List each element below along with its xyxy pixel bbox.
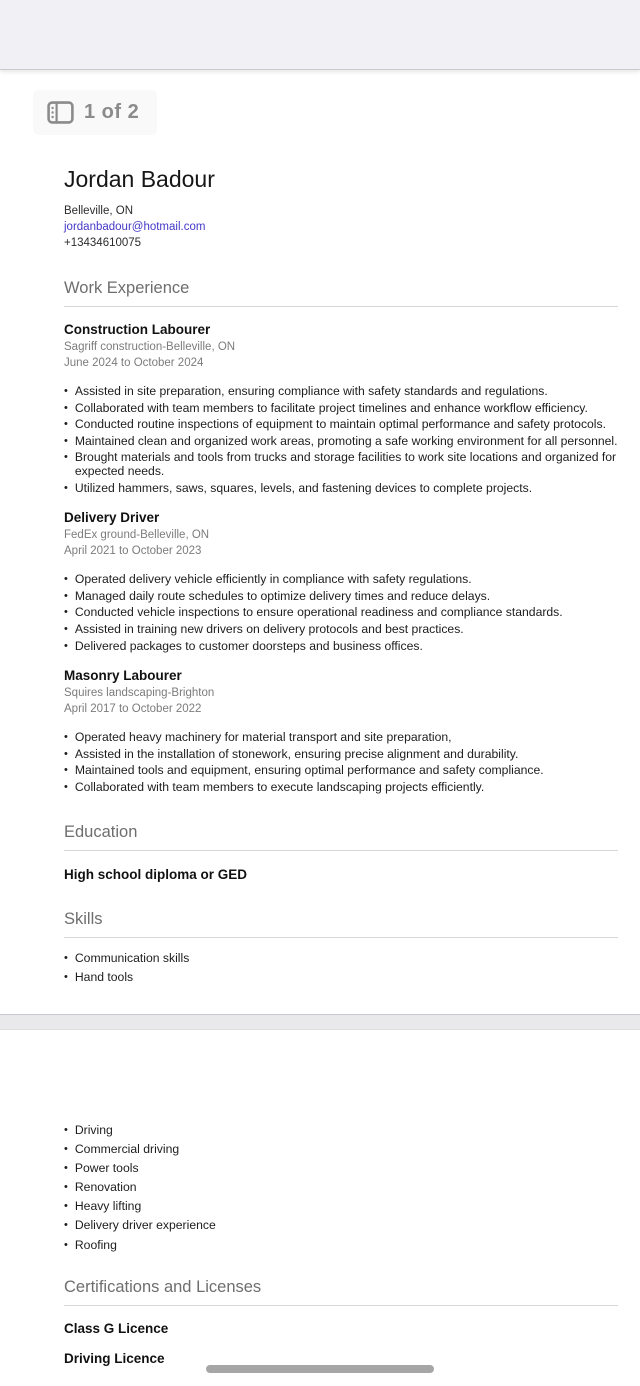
bullet-dot-icon: • (64, 1219, 68, 1232)
job-bullet: • Assisted in site preparation, ensuring compliance with safety standards and regulations. (64, 384, 548, 398)
job-dates: April 2021 to October 2023 (64, 544, 202, 557)
job-bullet: • Collaborated with team members to facilitate project timelines and enhance workflow efficiency. (64, 400, 588, 415)
skill-item: • Renovation (64, 1180, 137, 1195)
section-title-education: Education (64, 823, 618, 851)
job-bullet: • Maintained clean and organized work areas, promoting a safe working environment for all personnel. (64, 433, 618, 448)
certification-item: Driving Licence (64, 1351, 165, 1367)
job-title: Delivery Driver (64, 510, 160, 526)
pages-panel-icon (47, 101, 74, 124)
bullet-dot-icon: • (64, 1143, 68, 1156)
education-item: High school diploma or GED (64, 866, 248, 882)
skill-item: • Power tools (64, 1161, 139, 1176)
contact-block (64, 203, 618, 251)
skill-item: • Heavy lifting (64, 1199, 142, 1214)
job-bullet-list (64, 385, 618, 495)
bullet-dot-icon: • (64, 970, 68, 983)
job-title: Construction Labourer (64, 322, 211, 337)
bullet-dot-icon: • (64, 731, 68, 744)
page-separator (0, 1014, 640, 1030)
bullet-dot-icon: • (64, 385, 68, 397)
resume-page-1 (0, 70, 640, 1014)
bullet-dot-icon: • (64, 1124, 68, 1136)
bullet-dot-icon: • (64, 1200, 68, 1213)
bullet-dot-icon: • (64, 747, 68, 760)
job-bullet: • Assisted in training new drivers on delivery protocols and best practices. (64, 621, 464, 636)
bullet-dot-icon: • (64, 589, 68, 602)
bullet-dot-icon: • (64, 780, 68, 793)
job-bullet: • Delivered packages to customer doorsteps and business offices. (64, 638, 423, 653)
skill-item: • Commercial driving (64, 1142, 180, 1157)
skill-item: • Hand tools (64, 969, 134, 984)
job-bullet-list (64, 731, 618, 794)
job-bullet: • Managed daily route schedules to optimize delivery times and reduce delays. (64, 588, 491, 603)
bullet-dot-icon: • (64, 764, 68, 777)
job-bullet: • Utilized hammers, saws, squares, levels, and fastening devices to complete projects. (64, 480, 533, 495)
job-bullet-list (64, 573, 618, 653)
bullet-dot-icon: • (64, 1162, 68, 1175)
job-bullet: • Conducted vehicle inspections to ensure operational readiness and compliance standards. (64, 605, 563, 620)
resume-email-link[interactable]: jordanbadour@hotmail.com (64, 221, 206, 233)
job-title: Masonry Labourer (64, 668, 182, 684)
bullet-dot-icon: • (64, 573, 68, 586)
job-bullet: • Operated delivery vehicle efficiently in compliance with safety regulations. (64, 572, 472, 587)
job-bullet: • Brought materials and tools from trucks and storage facilities to work site locations and organized for expected needs. (64, 450, 617, 478)
job-company: FedEx ground-Belleville, ON (64, 529, 210, 542)
bullet-dot-icon: • (64, 606, 68, 619)
bullet-dot-icon: • (64, 951, 68, 964)
job-bullet: • Conducted routine inspections of equipment to maintain optimal performance and safety protocols. (64, 417, 606, 432)
bullet-dot-icon: • (64, 481, 68, 494)
job-dates: June 2024 to October 2024 (64, 356, 204, 369)
section-title-certifications: Certifications and Licenses (64, 1278, 618, 1306)
skill-item: • Roofing (64, 1237, 117, 1252)
job-bullet: • Collaborated with team members to execute landscaping projects efficiently. (64, 779, 485, 794)
job-company: Squires landscaping-Brighton (64, 687, 215, 700)
bullet-dot-icon: • (64, 401, 68, 414)
resume-phone: +13434610075 (64, 237, 142, 249)
bullet-dot-icon: • (64, 1181, 68, 1194)
job-dates: April 2017 to October 2022 (64, 702, 202, 715)
bullet-dot-icon: • (64, 639, 68, 652)
page-indicator[interactable] (33, 90, 157, 135)
job-company: Sagriff construction-Belleville, ON (64, 341, 236, 353)
section-title-work-experience: Work Experience (64, 279, 618, 307)
resume-page-2 (0, 1030, 640, 1386)
job-bullet: • Assisted in the installation of stonework, ensuring precise alignment and durability. (64, 746, 519, 761)
bullet-dot-icon: • (64, 622, 68, 635)
skill-item: • Driving (64, 1123, 113, 1137)
job-bullet: • Maintained tools and equipment, ensuring optimal performance and safety compliance. (64, 763, 544, 778)
job-bullet: • Operated heavy machinery for material transport and site preparation, (64, 730, 452, 745)
bullet-dot-icon: • (64, 451, 68, 464)
skill-item: • Communication skills (64, 950, 190, 965)
job-masonry-labourer (64, 668, 618, 794)
top-toolbar (0, 0, 640, 70)
resume-location: Belleville, ON (64, 205, 134, 217)
home-indicator-bar[interactable] (206, 1365, 434, 1373)
job-construction-labourer (64, 322, 618, 495)
bullet-dot-icon: • (64, 434, 68, 447)
resume-name: Jordan Badour (64, 166, 215, 192)
certification-item: Class G Licence (64, 1321, 169, 1337)
page-indicator-label: 1 of 2 (84, 101, 140, 123)
job-delivery-driver (64, 510, 618, 653)
skill-item: • Delivery driver experience (64, 1218, 216, 1233)
bullet-dot-icon: • (64, 418, 68, 431)
skills-list-page1 (64, 952, 618, 985)
section-title-skills: Skills (64, 910, 618, 938)
bullet-dot-icon: • (64, 1238, 68, 1251)
skills-list-page2 (64, 1124, 618, 1252)
